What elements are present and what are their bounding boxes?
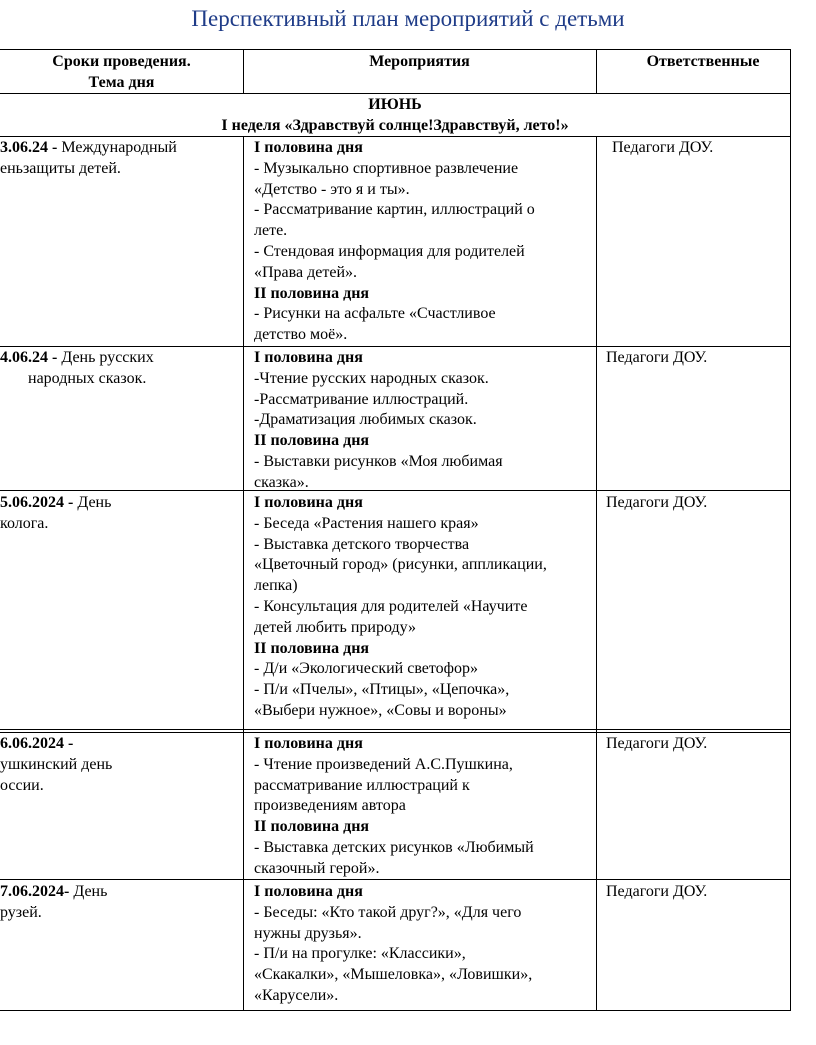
row-date-topic [0, 734, 112, 796]
row-date-topic [0, 138, 177, 180]
row-date: 3.06.24 - [0, 139, 62, 156]
event-line: - П/и на прогулке: «Классики», [254, 945, 466, 963]
row-date-topic [0, 882, 107, 924]
event-line: сказка». [254, 473, 309, 491]
week-label: I неделя «Здравствуй солнце!Здравствуй, лето!» [221, 116, 569, 134]
event-line: - Выставка детских рисунков «Любимый [254, 838, 534, 856]
row-topic-line: колога. [0, 514, 49, 532]
event-line: - Чтение произведений А.С.Пушкина, [254, 755, 513, 773]
event-line: - Беседы: «Кто такой друг?», «Для чего [254, 903, 522, 921]
event-period-heading: II половина дня [254, 284, 370, 302]
row-date-topic [0, 493, 111, 535]
row-responsible: Педагоги ДОУ. [606, 735, 708, 752]
row-responsible: Педагоги ДОУ. [606, 883, 708, 900]
event-line: детей любить природу» [254, 618, 417, 636]
row-topic-line: народных сказок. [28, 369, 147, 387]
event-line: - Консультация для родителей «Научите [254, 597, 528, 615]
row-topic: День [73, 883, 108, 900]
row-topic: Международный [61, 139, 177, 156]
event-period-heading: I половина дня [254, 139, 363, 156]
row-date: 7.06.2024- [0, 883, 74, 900]
row-responsible: Педагоги ДОУ. [612, 139, 714, 156]
event-line: - Стендовая информация для родителей [254, 242, 525, 260]
row-topic: День русских [61, 349, 154, 366]
event-line: «Цветочный город» (рисунки, аппликации, [254, 556, 547, 574]
header-dates: Сроки проведения. Тема дня [52, 53, 191, 91]
event-line: произведениям автора [254, 797, 406, 815]
event-line: - Рисунки на асфальте «Счастливое [254, 305, 496, 323]
page-title: Перспективный план мероприятий с детьми [191, 6, 625, 31]
row-topic: День [77, 494, 112, 511]
column-divider [243, 136, 244, 1010]
event-line: - Музыкально спортивное развлечение [254, 159, 519, 177]
header-responsible: Ответственные [646, 53, 760, 70]
row-border [0, 729, 791, 730]
event-line: «Детство - это я и ты». [254, 180, 410, 198]
event-period-heading: II половина дня [254, 818, 370, 836]
event-line: лепка) [254, 577, 298, 595]
header-events: Мероприятия [369, 53, 470, 70]
event-line: лете. [254, 222, 288, 240]
row-topic-line: рузей. [0, 903, 42, 921]
table-top-border [0, 49, 791, 50]
event-period-heading: I половина дня [254, 494, 363, 511]
row-date: 4.06.24 - [0, 349, 62, 366]
row-responsible: Педагоги ДОУ. [606, 349, 708, 366]
event-line: - П/и «Пчелы», «Птицы», «Цепочка», [254, 681, 510, 699]
row-date: 6.06.2024 - [0, 735, 74, 752]
section-heading [0, 95, 790, 137]
event-period-heading: II половина дня [254, 639, 370, 657]
event-line: - Выставка детского творчества [254, 535, 470, 553]
row-topic-line: оссии. [0, 776, 44, 794]
row-responsible: Педагоги ДОУ. [606, 494, 708, 511]
table-bottom-border [0, 1010, 791, 1011]
column-divider [596, 136, 597, 1010]
month-label: ИЮНЬ [368, 96, 422, 113]
event-line: - Д/и «Экологический светофор» [254, 660, 479, 678]
row-topic-line: еньзащиты детей. [0, 159, 121, 177]
event-line: - Выставки рисунков «Моя любимая [254, 452, 503, 470]
row-events [254, 734, 534, 880]
event-line: - Рассматривание картин, иллюстраций о [254, 201, 535, 219]
row-date: 5.06.2024 - [0, 494, 78, 511]
event-period-heading: I половина дня [254, 349, 363, 366]
event-period-heading: II половина дня [254, 432, 370, 450]
row-date-topic [0, 348, 154, 390]
row-border [0, 732, 791, 733]
table-right-border [790, 49, 791, 1010]
event-period-heading: I половина дня [254, 735, 363, 752]
event-line: «Карусели». [254, 986, 339, 1004]
event-line: нужны друзья». [254, 924, 362, 942]
row-events [254, 138, 535, 346]
event-line: рассматривание иллюстраций к [254, 776, 470, 794]
row-border [0, 346, 791, 347]
event-line: «Выбери нужное», «Совы и вороны» [254, 701, 507, 719]
event-period-heading: I половина дня [254, 883, 363, 900]
event-line: «Скакалки», «Мышеловка», «Ловишки», [254, 966, 533, 984]
event-line: детство моё». [254, 326, 348, 344]
row-topic-line: ушкинский день [0, 755, 113, 773]
event-line: сказочный герой». [254, 859, 380, 877]
event-line: -Чтение русских народных сказок. [254, 369, 489, 387]
row-events [254, 348, 503, 494]
row-events [254, 882, 532, 1007]
event-line: «Права детей». [254, 263, 357, 281]
row-events [254, 493, 547, 722]
event-line: -Драматизация любимых сказок. [254, 411, 477, 429]
event-line: - Беседа «Растения нашего края» [254, 514, 479, 532]
event-line: -Рассматривание иллюстраций. [254, 390, 469, 408]
